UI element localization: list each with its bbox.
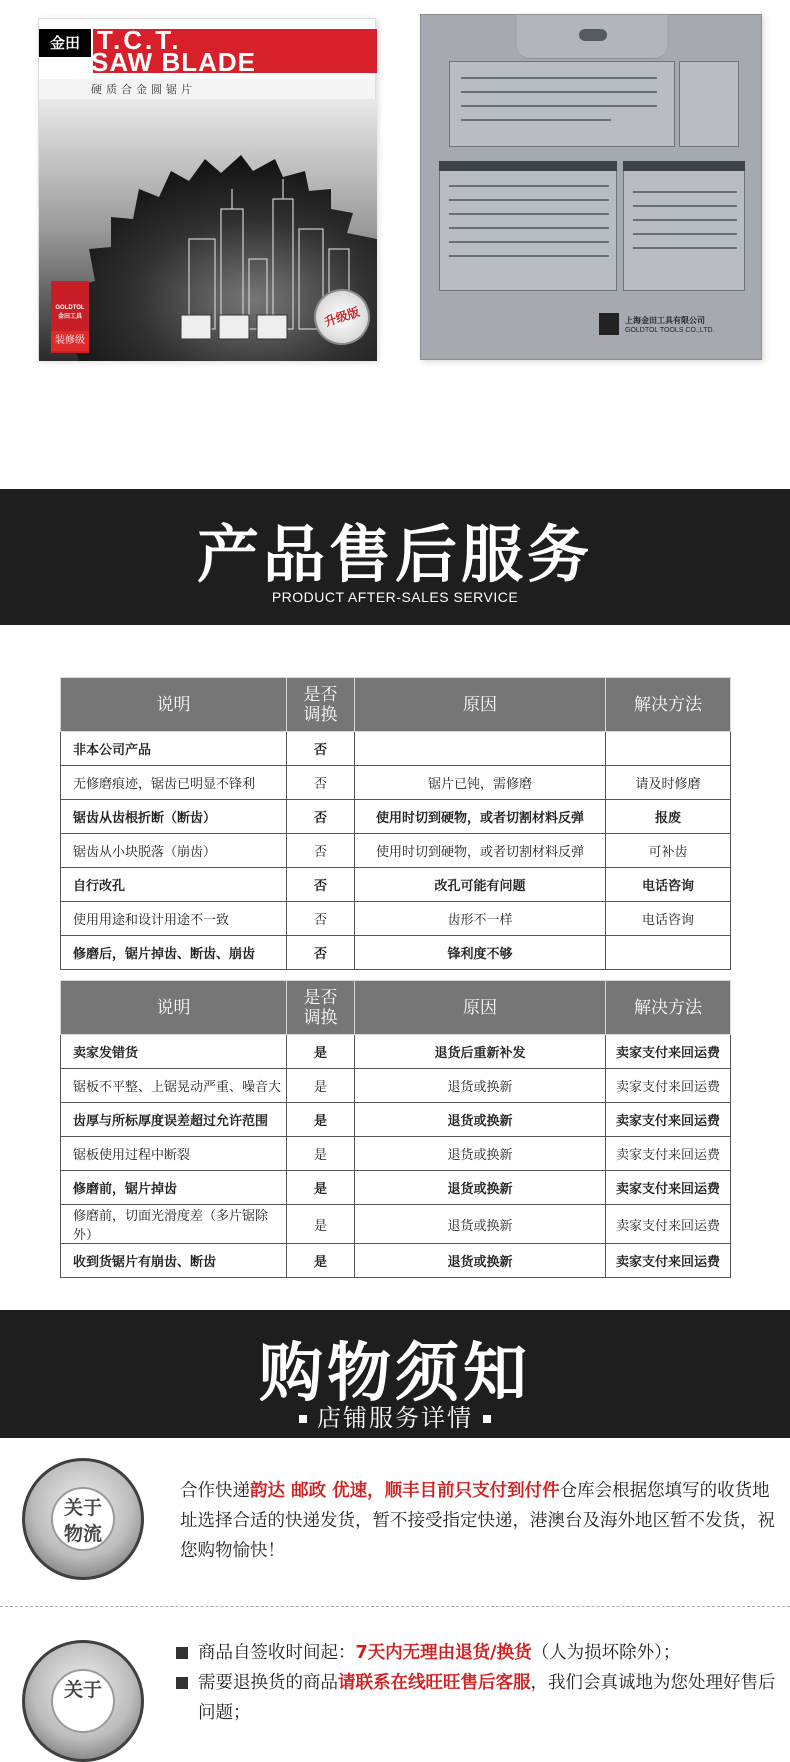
cell-description: 锯齿从齿根折断（断齿） xyxy=(61,800,287,834)
courier-list: 韵达 邮政 优速，顺丰目前只支付到付件 xyxy=(250,1481,560,1501)
cell-exchange: 否 xyxy=(287,732,355,766)
safety-header xyxy=(623,161,745,171)
header-reason: 原因 xyxy=(355,981,606,1035)
cell-reason: 退货或换新 xyxy=(355,1171,606,1205)
cell-description: 锯板不平整、上锯晃动严重、噪音大 xyxy=(61,1069,287,1103)
cell-reason: 锯片已钝，需修磨 xyxy=(355,766,606,800)
cell-exchange: 否 xyxy=(287,902,355,936)
header-solution: 解决方法 xyxy=(606,678,731,732)
cell-reason: 使用时切到硬物，或者切割材料反弹 xyxy=(355,834,606,868)
cell-exchange: 否 xyxy=(287,766,355,800)
cell-reason: 退货或换新 xyxy=(355,1103,606,1137)
cell-description: 锯齿从小块脱落（崩齿） xyxy=(61,834,287,868)
cell-reason: 齿形不一样 xyxy=(355,902,606,936)
cell-solution: 请及时修磨 xyxy=(606,766,731,800)
logistics-badge-label: 关于 物流 xyxy=(51,1487,115,1551)
cell-solution: 卖家支付来回运费 xyxy=(606,1035,731,1069)
table-row xyxy=(61,834,731,868)
cell-description: 自行改孔 xyxy=(61,868,287,902)
cell-description: 修磨前，锯片掉齿 xyxy=(61,1171,287,1205)
cell-solution xyxy=(606,732,731,766)
saw-blade-box-back-image xyxy=(420,14,762,360)
instructions-panel xyxy=(439,161,617,291)
cell-solution: 卖家支付来回运费 xyxy=(606,1137,731,1171)
cell-reason: 退货或换新 xyxy=(355,1205,606,1244)
box-title-line1: T.C.T. xyxy=(97,25,182,55)
cell-description: 无修磨痕迹，锯齿已明显不锋利 xyxy=(61,766,287,800)
square-bullet-icon xyxy=(299,1415,307,1423)
cell-description: 非本公司产品 xyxy=(61,732,287,766)
cell-exchange: 是 xyxy=(287,1137,355,1171)
table-header-row xyxy=(61,678,731,732)
cell-exchange: 是 xyxy=(287,1035,355,1069)
cell-reason: 改孔可能有问题 xyxy=(355,868,606,902)
table-row xyxy=(61,766,731,800)
cell-reason: 退货或换新 xyxy=(355,1137,606,1171)
header-exchange: 是否 调换 xyxy=(287,981,355,1035)
returns-badge xyxy=(22,1640,144,1762)
cell-description: 卖家发错货 xyxy=(61,1035,287,1069)
cell-exchange: 是 xyxy=(287,1069,355,1103)
cell-solution: 卖家支付来回运费 xyxy=(606,1244,731,1278)
cell-description: 修磨前，切面光滑度差（多片锯除外） xyxy=(61,1205,287,1244)
cell-solution: 卖家支付来回运费 xyxy=(606,1069,731,1103)
shopping-notice-title: 购物须知 xyxy=(259,1337,531,1411)
cell-exchange: 是 xyxy=(287,1205,355,1244)
after-sales-title: 产品售后服务 xyxy=(196,518,593,591)
tool-icons xyxy=(181,315,287,339)
cell-exchange: 是 xyxy=(287,1171,355,1205)
table-row xyxy=(61,868,731,902)
brand-logo: 金田 xyxy=(39,29,91,57)
cell-reason: 锋利度不够 xyxy=(355,936,606,970)
info-panel-top xyxy=(449,61,675,147)
cell-reason: 退货后重新补发 xyxy=(355,1035,606,1069)
cell-exchange: 否 xyxy=(287,800,355,834)
maker-name-cn: 上海金田工具有限公司 xyxy=(625,316,705,325)
grade-tag: 装修级 xyxy=(51,331,89,351)
header-exchange: 是否 调换 xyxy=(287,678,355,732)
maker-name-en: GOLDTOL TOOLS CO.,LTD. xyxy=(625,327,715,334)
after-sales-banner xyxy=(0,489,790,625)
info-panel-options xyxy=(679,61,739,147)
table-header-row xyxy=(61,981,731,1035)
returns-note xyxy=(176,1638,780,1728)
header-reason: 原因 xyxy=(355,678,606,732)
exchange-table xyxy=(60,980,731,1278)
cell-solution: 卖家支付来回运费 xyxy=(606,1103,731,1137)
cell-solution: 卖家支付来回运费 xyxy=(606,1205,731,1244)
cell-solution: 电话咨询 xyxy=(606,902,731,936)
returns-badge-label: 关于 xyxy=(51,1669,115,1733)
cell-reason xyxy=(355,732,606,766)
cell-description: 使用用途和设计用途不一致 xyxy=(61,902,287,936)
table-row xyxy=(61,800,731,834)
safety-panel xyxy=(623,161,745,291)
logistics-badge xyxy=(22,1458,144,1580)
after-sales-subtitle: PRODUCT AFTER-SALES SERVICE xyxy=(271,589,519,605)
maker-logo xyxy=(599,313,619,335)
cell-exchange: 是 xyxy=(287,1244,355,1278)
table-row xyxy=(61,732,731,766)
cell-description: 锯板使用过程中断裂 xyxy=(61,1137,287,1171)
table-row xyxy=(61,902,731,936)
saw-blade-box-front-image xyxy=(38,18,376,360)
list-item: 商品自签收时间起：7天内无理由退货/换货（人为损坏除外）； xyxy=(176,1638,780,1668)
cell-exchange: 是 xyxy=(287,1103,355,1137)
shopping-notice-subtitle: 店铺服务详情 xyxy=(0,1398,790,1433)
header-description: 说明 xyxy=(61,678,287,732)
cell-reason: 使用时切到硬物，或者切割材料反弹 xyxy=(355,800,606,834)
table-row xyxy=(61,936,731,970)
hanging-hole xyxy=(579,29,607,41)
logistics-note: 合作快递韵达 邮政 优速，顺丰目前只支付到付件仓库会根据您填写的收货地址选择合适的快递发货，暂不接受指定快递，港澳台及海外地区暂不发货，祝您购物愉快！ xyxy=(180,1481,775,1561)
cell-solution: 电话咨询 xyxy=(606,868,731,902)
table-row xyxy=(61,1171,731,1205)
cell-solution xyxy=(606,936,731,970)
table-row xyxy=(61,1035,731,1069)
instructions-header xyxy=(439,161,617,171)
table-row xyxy=(61,1137,731,1171)
cell-exchange: 否 xyxy=(287,936,355,970)
cell-solution: 卖家支付来回运费 xyxy=(606,1171,731,1205)
table-row xyxy=(61,1205,731,1244)
table-row xyxy=(61,1244,731,1278)
header-description: 说明 xyxy=(61,981,287,1035)
box-title-line2: SAW BLADE xyxy=(91,47,256,77)
cell-reason: 退货或换新 xyxy=(355,1069,606,1103)
square-bullet-icon xyxy=(483,1415,491,1423)
box-subtitle: 硬质合金圆锯片 xyxy=(91,83,196,96)
cell-reason: 退货或换新 xyxy=(355,1244,606,1278)
header-solution: 解决方法 xyxy=(606,981,731,1035)
cell-exchange: 否 xyxy=(287,868,355,902)
upgrade-badge: 升级版 xyxy=(307,282,378,353)
cell-description: 齿厚与所标厚度误差超过允许范围 xyxy=(61,1103,287,1137)
cell-solution: 可补齿 xyxy=(606,834,731,868)
list-item: 需要退换货的商品请联系在线旺旺售后客服，我们会真诚地为您处理好售后问题； xyxy=(176,1668,780,1728)
section-divider xyxy=(0,1606,790,1607)
no-exchange-table xyxy=(60,677,731,970)
goldtol-label: GOLDTOL 金田工具 xyxy=(55,305,85,320)
cell-description: 修磨后，锯片掉齿、断齿、崩齿 xyxy=(61,936,287,970)
table-row xyxy=(61,1103,731,1137)
table-row xyxy=(61,1069,731,1103)
cell-description: 收到货锯片有崩齿、断齿 xyxy=(61,1244,287,1278)
cell-solution: 报废 xyxy=(606,800,731,834)
square-bullet-icon xyxy=(176,1677,188,1689)
cell-exchange: 否 xyxy=(287,834,355,868)
product-images xyxy=(0,0,790,380)
square-bullet-icon xyxy=(176,1647,188,1659)
shopping-notice-banner xyxy=(0,1310,790,1438)
